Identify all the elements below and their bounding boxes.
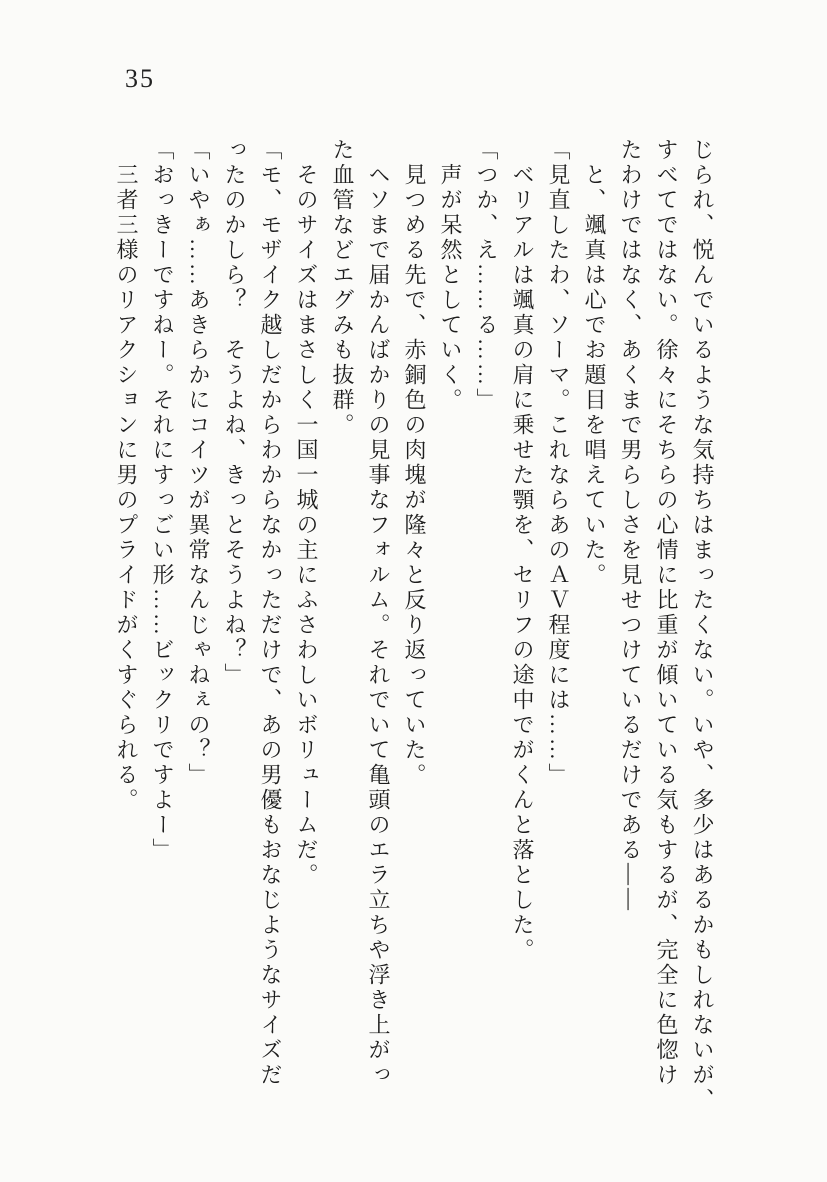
text-line: ベリアルは颯真の肩に乗せた顎を、セリフの途中でがくんと落とした。 (510, 163, 535, 963)
text-line: ヘソまで届かんばかりの見事なフォルム。それでいて亀頭のエラ立ちや浮き上がっ (366, 163, 391, 1088)
text-line: 「見直したわ、ソーマ。これならあのＡＶ程度には……」 (546, 138, 571, 788)
text-line: そのサイズはまさしく一国一城の主にふさわしいボリュームだ。 (294, 163, 319, 888)
text-line: 三者三様のリアクションに男のプライドがくすぐられる。 (114, 163, 139, 813)
text-line: たわけではなく、あくまで男らしさを見せつけているだけである―― (618, 138, 643, 913)
text-line: と、颯真は心でお題目を唱えていた。 (582, 163, 607, 588)
text-block (108, 138, 720, 1116)
text-line: じられ、悦んでいるような気持ちはまったくない。いや、多少はあるかもしれないが、 (690, 138, 715, 1113)
text-line: 「いやぁ……あきらかにコイツが異常なんじゃねぇの？」 (186, 138, 211, 788)
text-line: た血管などエグみも抜群。 (330, 138, 355, 438)
page-number: 35 (125, 64, 155, 93)
text-line: すべてではない。徐々にそちらの心情に比重が傾いている気もするが、完全に色惚け (654, 138, 679, 1088)
text-line: 声が呆然としていく。 (438, 163, 463, 413)
text-line: 「モ、モザイク越しだからわからなかっただけで、あの男優もおなじようなサイズだ (258, 138, 283, 1088)
text-line: ったのかしら？ そうよね、きっとそうよね？」 (222, 138, 247, 688)
text-line: 「おっきーですねー。それにすっごい形……ビックリですよー」 (150, 138, 175, 863)
text-line: 「つか、え……る……」 (474, 138, 499, 413)
text-line: 見つめる先で、赤銅色の肉塊が隆々と反り返っていた。 (402, 163, 427, 788)
